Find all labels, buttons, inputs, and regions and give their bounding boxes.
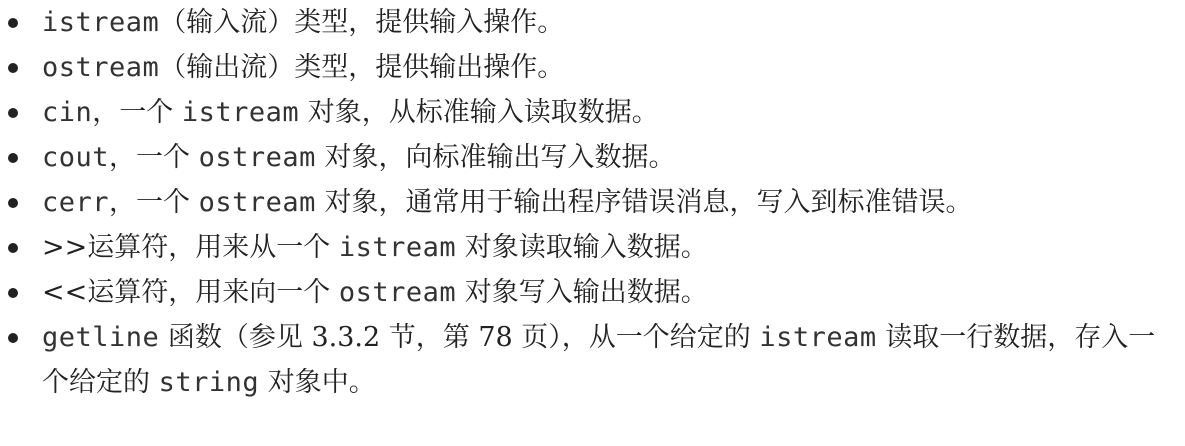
code-term: getline	[42, 322, 160, 353]
item-description-rest: 对象，从标准输入读取数据。	[299, 97, 659, 128]
code-term-type: istream	[759, 322, 877, 353]
item-description: （输出流）类型，提供输出操作。	[159, 52, 565, 83]
item-description-rest: 对象，向标准输出写入数据。	[315, 142, 676, 173]
code-term: cin	[42, 97, 93, 128]
bullet-icon	[8, 333, 18, 343]
list-item-output-operator	[0, 270, 1185, 315]
bullet-icon	[8, 243, 18, 253]
item-description: ，一个	[109, 187, 199, 218]
item-description: >>运算符，用来从一个	[42, 232, 339, 263]
code-term-type: istream	[181, 97, 300, 128]
item-description-rest: 读取一行数据，存入一个给定的	[42, 322, 1156, 398]
bullet-icon	[8, 153, 18, 163]
item-description: ，一个	[109, 142, 199, 173]
item-description-rest: 对象读取输入数据。	[456, 232, 708, 263]
list-item-cerr	[0, 180, 1185, 225]
code-term-type: ostream	[198, 142, 316, 173]
list-item-istream	[0, 0, 1185, 45]
item-description: <<运算符，用来向一个	[42, 277, 339, 308]
code-term-type: ostream	[338, 277, 457, 308]
list-item-ostream	[0, 45, 1185, 90]
code-term: istream	[42, 7, 160, 38]
list-item-cout	[0, 135, 1185, 180]
list-item-cin	[0, 90, 1185, 135]
item-description-rest: 对象写入输出数据。	[456, 277, 708, 308]
item-description-rest: 对象，通常用于输出程序错误消息，写入到标准错误。	[315, 187, 973, 218]
bullet-icon	[8, 198, 18, 208]
item-description: 函数（参见 3.3.2 节，第 78 页），从一个给定的	[159, 322, 760, 353]
item-description-end: 对象中。	[259, 367, 376, 398]
code-term: cerr	[42, 187, 110, 218]
code-term-type: istream	[338, 232, 457, 263]
code-term-string: string	[158, 367, 260, 398]
code-term-type: ostream	[198, 187, 316, 218]
bullet-icon	[8, 63, 18, 73]
bullet-icon	[8, 288, 18, 298]
bullet-icon	[8, 18, 18, 28]
code-term: cout	[42, 142, 110, 173]
item-description: ，一个	[92, 97, 182, 128]
item-description: （输入流）类型，提供输入操作。	[159, 7, 565, 38]
code-term: ostream	[42, 52, 160, 83]
list-item-getline	[0, 315, 1182, 405]
list-item-input-operator	[0, 225, 1185, 270]
bullet-icon	[8, 108, 18, 118]
